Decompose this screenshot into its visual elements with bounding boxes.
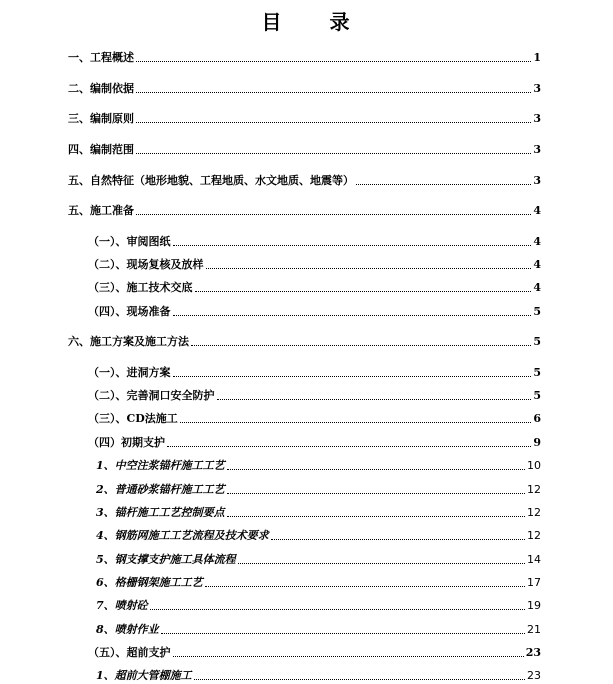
toc-entry-label: （一）、进洞方案 (88, 366, 171, 379)
toc-entry-page-number: 5 (533, 335, 541, 348)
dot-leader (227, 469, 525, 470)
toc-entry[interactable] (88, 434, 541, 450)
toc-entry-page-number: 4 (533, 281, 541, 294)
toc-entry-label: 6、格栅钢架施工工艺 (96, 576, 203, 589)
toc-entry-page-number: 3 (533, 174, 541, 187)
toc-entry-page-number: 6 (533, 412, 541, 425)
toc-entry-page-number: 21 (527, 623, 541, 636)
toc-entry-label: 1、中空注浆锚杆施工工艺 (96, 459, 225, 472)
toc-entry-page-number: 10 (527, 459, 541, 472)
toc-entry-label: 一、工程概述 (68, 51, 134, 64)
dot-leader (136, 61, 531, 62)
dot-leader (217, 399, 532, 400)
toc-entry[interactable] (88, 303, 541, 319)
dot-leader (173, 656, 524, 657)
toc-entry[interactable] (68, 172, 541, 188)
toc-entry[interactable] (68, 202, 541, 218)
toc-entry[interactable] (68, 49, 541, 65)
toc-entry-label: 五、施工准备 (68, 204, 134, 217)
toc-entry-label: （二）、现场复核及放样 (88, 258, 204, 271)
toc-entry[interactable] (96, 504, 541, 520)
dot-leader (173, 376, 532, 377)
toc-entry-label: 2、普通砂浆锚杆施工工艺 (96, 483, 225, 496)
toc-entry-page-number: 3 (533, 82, 541, 95)
dot-leader (271, 539, 525, 540)
toc-entry[interactable] (88, 644, 541, 660)
toc-entry-page-number: 4 (533, 235, 541, 248)
toc-entry-page-number: 12 (527, 529, 541, 542)
toc-entry-label: （三）、CD法施工 (88, 412, 178, 425)
toc-entry[interactable] (96, 481, 541, 497)
dot-leader (150, 609, 525, 610)
dot-leader (206, 268, 532, 269)
toc-entry-label: （一）、审阅图纸 (88, 235, 171, 248)
toc-entry-label: 4、钢筋网施工工艺流程及技术要求 (96, 529, 269, 542)
toc-entry-page-number: 12 (527, 506, 541, 519)
title-char-1: 目 (261, 10, 284, 34)
toc-entry-label: （三）、施工技术交底 (88, 281, 193, 294)
toc-entry-page-number: 5 (533, 366, 541, 379)
toc-entry[interactable] (68, 110, 541, 126)
dot-leader (136, 122, 531, 123)
dot-leader (238, 563, 525, 564)
toc-entry-label: 3、锚杆施工工艺控制要点 (96, 506, 225, 519)
dot-leader (227, 516, 525, 517)
toc-entry-label: 五、自然特征（地形地貌、工程地质、水文地质、地震等） (68, 174, 354, 187)
toc-entry[interactable] (68, 141, 541, 157)
toc-entry[interactable] (88, 364, 541, 380)
toc-entry[interactable] (68, 333, 541, 349)
dot-leader (136, 214, 531, 215)
toc-entry-page-number: 23 (527, 669, 541, 682)
dot-leader (161, 633, 525, 634)
toc-entry-page-number: 4 (533, 204, 541, 217)
toc-entry[interactable] (96, 457, 541, 473)
toc-entry[interactable] (88, 387, 541, 403)
dot-leader (180, 422, 532, 423)
toc-entry[interactable] (96, 527, 541, 543)
toc-entry[interactable] (88, 233, 541, 249)
toc-entry[interactable] (96, 621, 541, 637)
dot-leader (136, 92, 531, 93)
toc-entry-label: 二、编制依据 (68, 82, 134, 95)
toc-entry-label: 四、编制范围 (68, 143, 134, 156)
toc-entry-label: （四）、现场准备 (88, 305, 171, 318)
toc-entry-label: 5、钢支撑支护施工具体流程 (96, 553, 236, 566)
dot-leader (191, 345, 531, 346)
toc-entry[interactable] (88, 279, 541, 295)
dot-leader (194, 679, 525, 680)
toc-entry[interactable] (68, 80, 541, 96)
toc-entry-page-number: 3 (533, 112, 541, 125)
toc-entry[interactable] (96, 551, 541, 567)
toc-entry-label: 三、编制原则 (68, 112, 134, 125)
toc-entry[interactable] (88, 410, 541, 426)
toc-entry-page-number: 4 (533, 258, 541, 271)
toc-entry-page-number: 1 (533, 51, 541, 64)
toc-entry[interactable] (96, 597, 541, 613)
toc-entry-label: 7、喷射砼 (96, 599, 148, 612)
toc-entry-label: （二）、完善洞口安全防护 (88, 389, 215, 402)
dot-leader (227, 493, 525, 494)
toc-entry-page-number: 12 (527, 483, 541, 496)
dot-leader (136, 153, 531, 154)
toc-entry-label: 六、施工方案及施工方法 (68, 335, 189, 348)
toc-entry-page-number: 5 (533, 305, 541, 318)
toc-entry-page-number: 17 (527, 576, 541, 589)
dot-leader (195, 291, 532, 292)
toc-entry-page-number: 14 (527, 553, 541, 566)
toc-entry[interactable] (96, 667, 541, 683)
dot-leader (173, 315, 532, 316)
title-char-2: 录 (329, 10, 352, 34)
toc-entry-page-number: 3 (533, 143, 541, 156)
dot-leader (205, 586, 525, 587)
dot-leader (356, 184, 531, 185)
toc-entry-label: 8、喷射作业 (96, 623, 159, 636)
toc-entry[interactable] (96, 574, 541, 590)
toc-entry-page-number: 19 (527, 599, 541, 612)
toc-entry-page-number: 9 (533, 436, 541, 449)
toc-entry-label: （四）初期支护 (88, 436, 165, 449)
toc-entry-label: （五）、超前支护 (88, 646, 171, 659)
toc-entry-page-number: 5 (533, 389, 541, 402)
toc-entry-page-number: 23 (525, 646, 541, 659)
dot-leader (173, 245, 532, 246)
dot-leader (167, 446, 531, 447)
toc-entry[interactable] (88, 256, 541, 272)
toc-entry-label: 1、超前大管棚施工 (96, 669, 192, 682)
